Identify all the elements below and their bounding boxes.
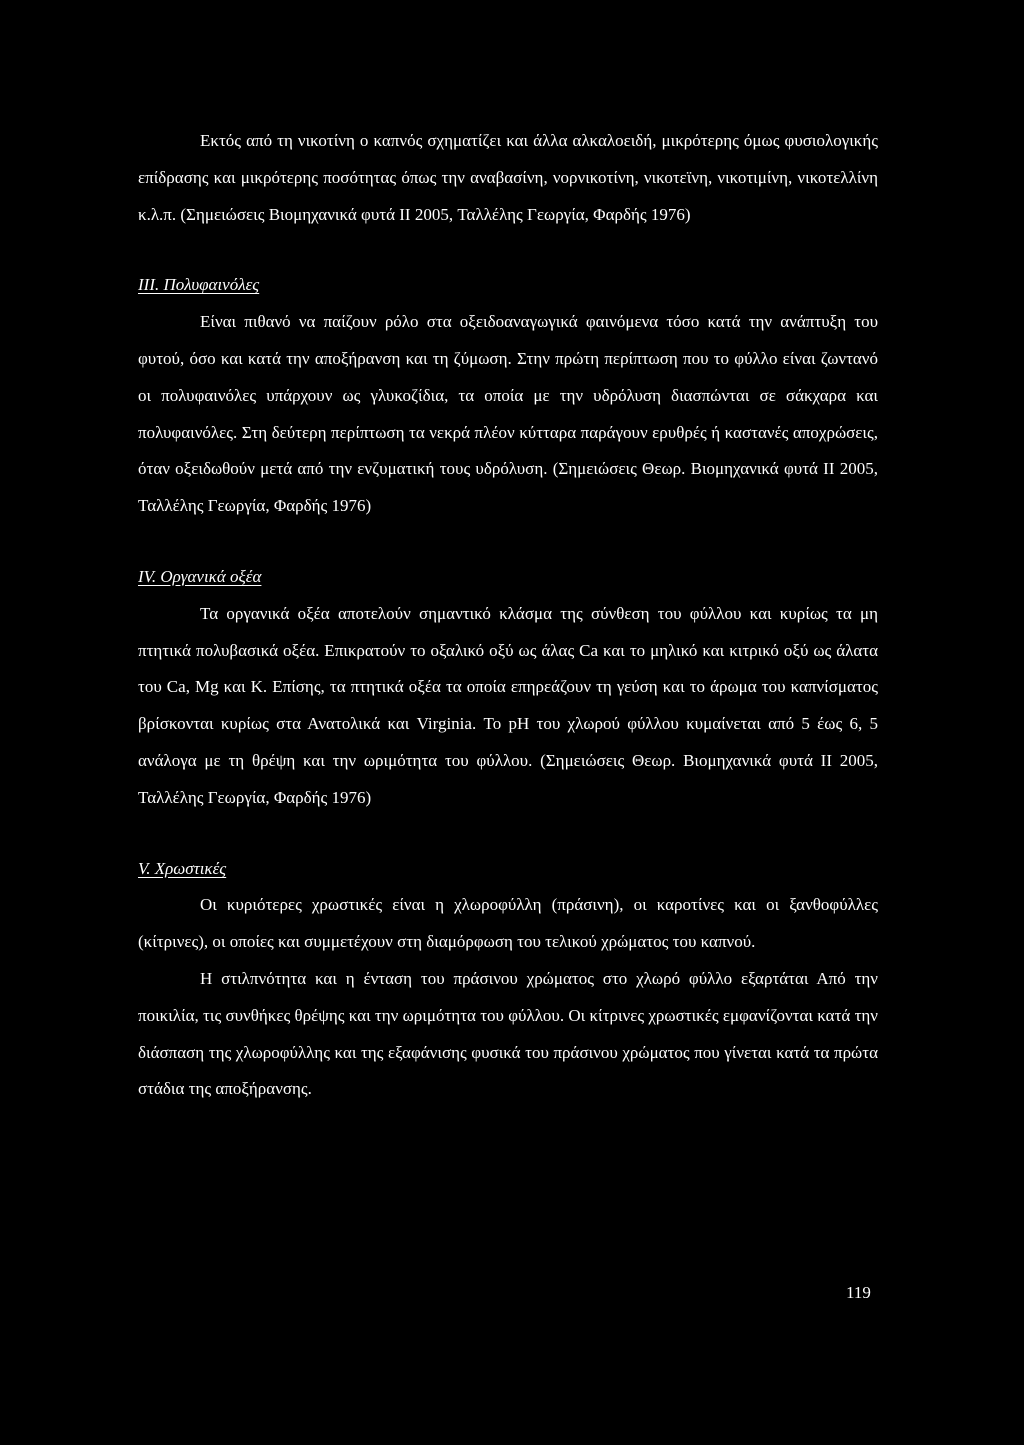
section-heading-organic-acids: IV. Οργανικά οξέα <box>138 566 262 586</box>
section-paragraph-pigments-2: Η στιλπνότητα και η ένταση του πράσινου χρώματος στο χλωρό φύλλο εξαρτάται Από την ποικιλία, τις συνθήκες θρέψης και την ωριμότητα του φύλλου. Οι κίτρινες χρωστικές εμφανίζονται κατά την διάσπαση της χλωροφύλλης και της εξαφάνισης φυσικά του πράσινου χρώματος που γίνεται κατά τα πρώτα στάδια της αποξήρανσης. <box>138 968 878 1099</box>
document-page <box>138 123 878 1108</box>
page-number: 119 <box>846 1283 871 1302</box>
spacer <box>138 817 878 851</box>
section-paragraph-organic-acids: Τα οργανικά οξέα αποτελούν σημαντικό κλάσμα της σύνθεση του φύλλου και κυρίως τα μη πτητικά πολυβασικά οξέα. Επικρατούν το οξαλικό οξύ ως άλας Ca και το μηλικό και κιτρικό οξύ ως άλατα του Ca, Mg και K. Επίσης, τα πτητικά οξέα τα οποία επηρεάζουν τη γεύση και το άρωμα του καπνίσματος βρίσκονται κυρίως στα Ανατολικά και Virginia. Το pH του χλωρού φύλλου κυμαίνεται από 5 έως 6, 5 ανάλογα με τη θρέψη και την ωριμότητα του φύλλου. (Σημειώσεις Θεωρ. Βιομηχανικά φυτά II 2005, Ταλλέλης Γεωργία, Φαρδής 1976) <box>138 603 878 807</box>
section-heading-pigments: V. Χρωστικές <box>138 858 227 878</box>
spacer <box>138 525 878 559</box>
spacer <box>138 233 878 267</box>
section-paragraph-polyphenols: Είναι πιθανό να παίζουν ρόλο στα οξειδοαναγωγικά φαινόμενα τόσο κατά την ανάπτυξη του φυτού, όσο και κατά την αποξήρανση και τη ζύμωση. Στην πρώτη περίπτωση που το φύλλο είναι ζωντανό οι πολυφαινόλες υπάρχουν ως γλυκοζίδια, τα οποία με την υδρόλυση διασπώνται σε σάκχαρα και πολυφαινόλες. Στη δεύτερη περίπτωση τα νεκρά πλέον κύτταρα παράγουν ερυθρές ή καστανές αποχρώσεις, όταν οξειδωθούν μετά από την ενζυματική τους υδρόλυση. (Σημειώσεις Θεωρ. Βιομηχανικά φυτά II 2005, Ταλλέλης Γεωργία, Φαρδής 1976) <box>138 312 878 516</box>
intro-paragraph: Εκτός από τη νικοτίνη ο καπνός σχηματίζει και άλλα αλκαλοειδή, μικρότερης όμως φυσιολογικής επίδρασης και μικρότερης ποσότητας όπως την αναβασίνη, νορνικοτίνη, νικοτεϊνη, νικοτιμίνη, νικοτελλίνη κ.λ.π. (Σημειώσεις Βιομηχανικά φυτά II 2005, Ταλλέλης Γεωργία, Φαρδής 1976) <box>138 131 878 224</box>
section-paragraph-pigments-1: Οι κυριότερες χρωστικές είναι η χλωροφύλλη (πράσινη), οι καροτίνες και οι ξανθοφύλλες (κίτρινες), οι οποίες και συμμετέχουν στη διαμόρφωση του τελικού χρώματος του καπνού. <box>138 895 878 952</box>
section-heading-polyphenols: III. Πολυφαινόλες <box>138 275 260 295</box>
